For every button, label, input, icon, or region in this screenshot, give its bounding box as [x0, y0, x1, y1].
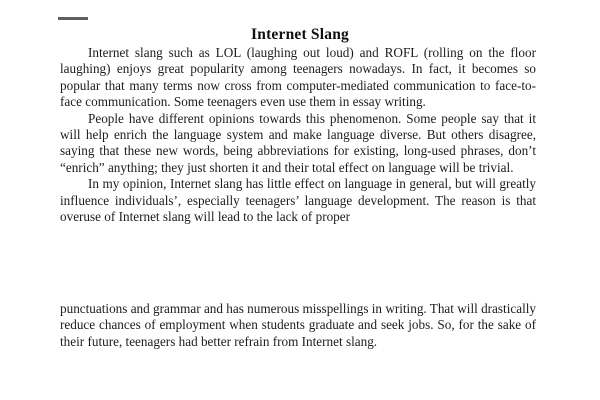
body-text-lower: [60, 301, 536, 350]
document-title: Internet Slang: [251, 26, 349, 43]
paragraph-my-opinion: In my opinion, Internet slang has little effect on language in general, but will greatly influence individuals’, especially teenagers’ language development. The reason is that overuse of Internet slang will lead to the lack of proper: [60, 176, 536, 225]
paragraph-continuation: punctuations and grammar and has numerous misspellings in writing. That will drastically reduce chances of employment when students graduate and seek jobs. So, for the sake of their future, teenagers had better refrain from Internet slang.: [60, 301, 536, 349]
body-text-upper: [60, 45, 536, 225]
paragraph-intro: Internet slang such as LOL (laughing out loud) and ROFL (rolling on the floor laughing) enjoys great popularity among teenagers nowadays. In fact, it becomes so popular that many terms now cross from computer-mediated communication to face-to-face communication. Some teenagers even use them in essay writing.: [60, 45, 536, 110]
scan-artifact: [58, 17, 88, 20]
paragraph-opinions: People have different opinions towards this phenomenon. Some people say that it will help enrich the language system and make language diverse. But others disagree, saying that these new words, being abbreviations for existing, long-used phrases, don’t “enrich” anything; they just shorten it and their total effect on language will be trivial.: [60, 110, 536, 175]
